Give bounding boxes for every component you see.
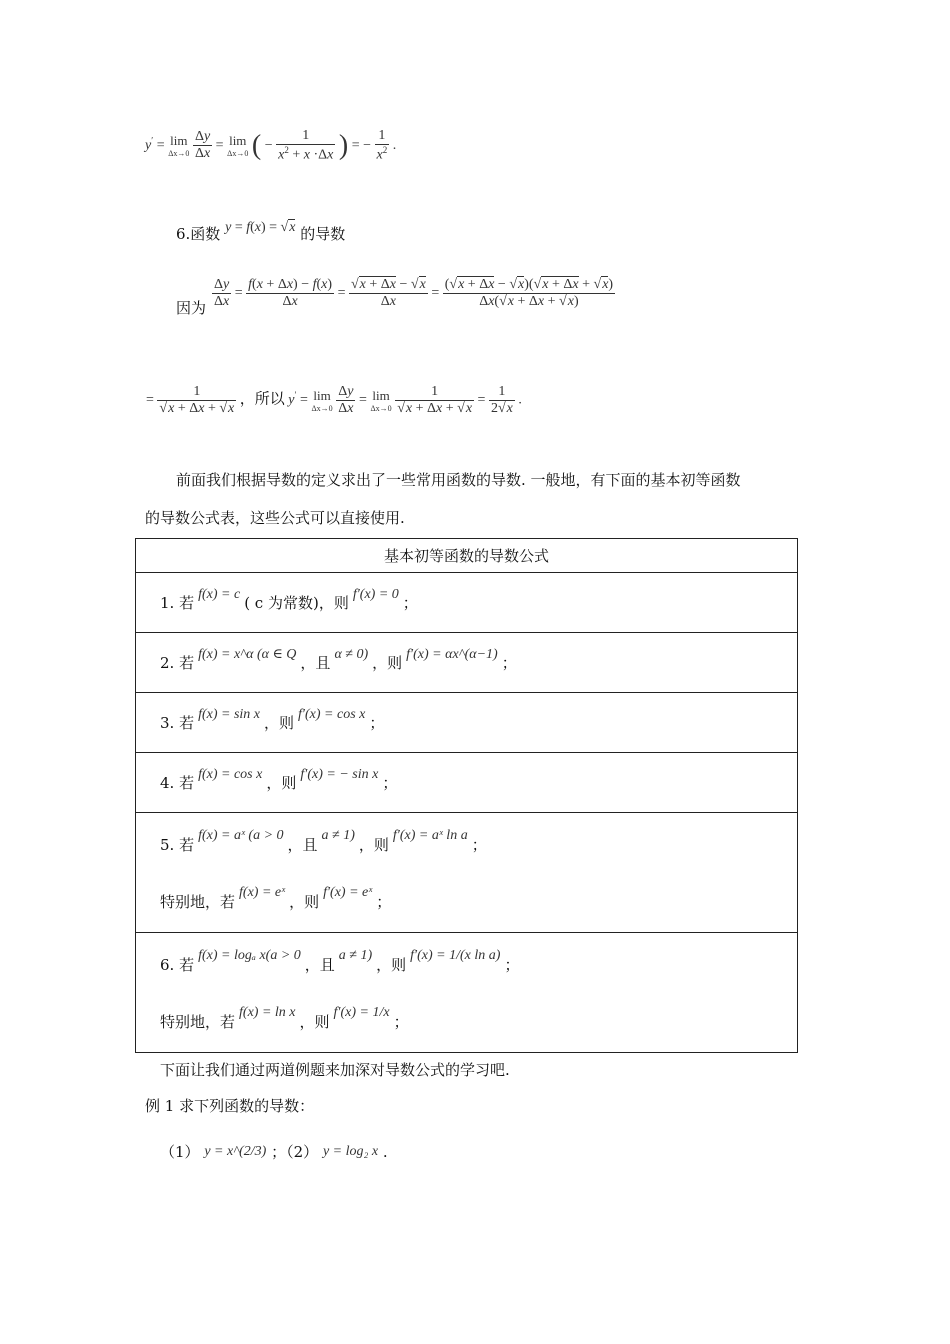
table-row: 3. 若 f(x) = sin x ，则 f′(x) = cos x ； bbox=[136, 693, 798, 753]
table-row: 6. 若 f(x) = logₐ x(a > 0 ，且 a ≠ 1) ，则 f′(x) = 1/(x ln a) ； 特别地，若 f(x) = ln x ，则 f′(x) = 1/x ； bbox=[136, 933, 798, 1053]
item6-heading: 6.函数 y = f(x) = √x 的导数 bbox=[176, 220, 346, 243]
table-row: 5. 若 f(x) = aˣ (a > 0 ，且 a ≠ 1) ，则 f′(x) = aˣ ln a ； 特别地，若 f(x) = eˣ ，则 f′(x) = eˣ ； bbox=[136, 813, 798, 933]
derivation-step2: = $\frac{1}{√x + \Delta x + √x}$ ，所以 y′ = lim Δx→0 $\frac{\Delta y}{\Delta x}$ = lim Δx→0 $\frac{1}{√x + \Delta x + √x}$ = $\frac{1}{2√x}$ . bbox=[146, 384, 522, 416]
table-title: 基本初等函数的导数公式 bbox=[136, 539, 798, 573]
because-label: 因为 bbox=[176, 299, 207, 317]
intro-line-1: 前面我们根据导数的定义求出了一些常用函数的导数. 一般地，有下面的基本初等函数 bbox=[176, 471, 741, 489]
example-parts: （1） y = x^(2/3) ；（2） y = log₂ x . bbox=[160, 1143, 388, 1161]
intro-line-2: 的导数公式表，这些公式可以直接使用. bbox=[145, 509, 405, 527]
derivation-step1: $\frac{\Delta y}{\Delta x}$ = $\frac{f(x + \Delta x) - f(x)}{\Delta x}$ = $\frac{√x + \Delta x - √x}{\Delta x}$ = $\frac{(√x + \Delta x - √x)(√x + \Delta x + √x)}{\Delta x(√x + \Delta x + √x)}$ bbox=[214, 277, 614, 309]
table-row: 2. 若 f(x) = x^α (α ∈ Q ，且 α ≠ 0) ，则 f′(x) = αx^(α−1) ； bbox=[136, 633, 798, 693]
limit-subscript: Δx→0 bbox=[168, 149, 190, 159]
after-line-1: 下面让我们通过两道例题来加深对导数公式的学习吧. bbox=[160, 1061, 510, 1079]
table-row: 1. 若 f(x) = c ( c 为常数)，则 f′(x) = 0 ； bbox=[136, 573, 798, 633]
derivative-formula-table bbox=[135, 538, 798, 1053]
table-row: 4. 若 f(x) = cos x ，则 f′(x) = − sin x ； bbox=[136, 753, 798, 813]
example-title: 例 1 求下列函数的导数： bbox=[145, 1097, 315, 1115]
derivation-top: y′ = lim Δx→0 $\frac{\Delta y}{\Delta x}$ = lim Δx→0 ( − $\frac{1}{x^2 + x \cdot\Delta x}$ ) = − $\frac{1}{x^2}$ . bbox=[145, 128, 397, 163]
